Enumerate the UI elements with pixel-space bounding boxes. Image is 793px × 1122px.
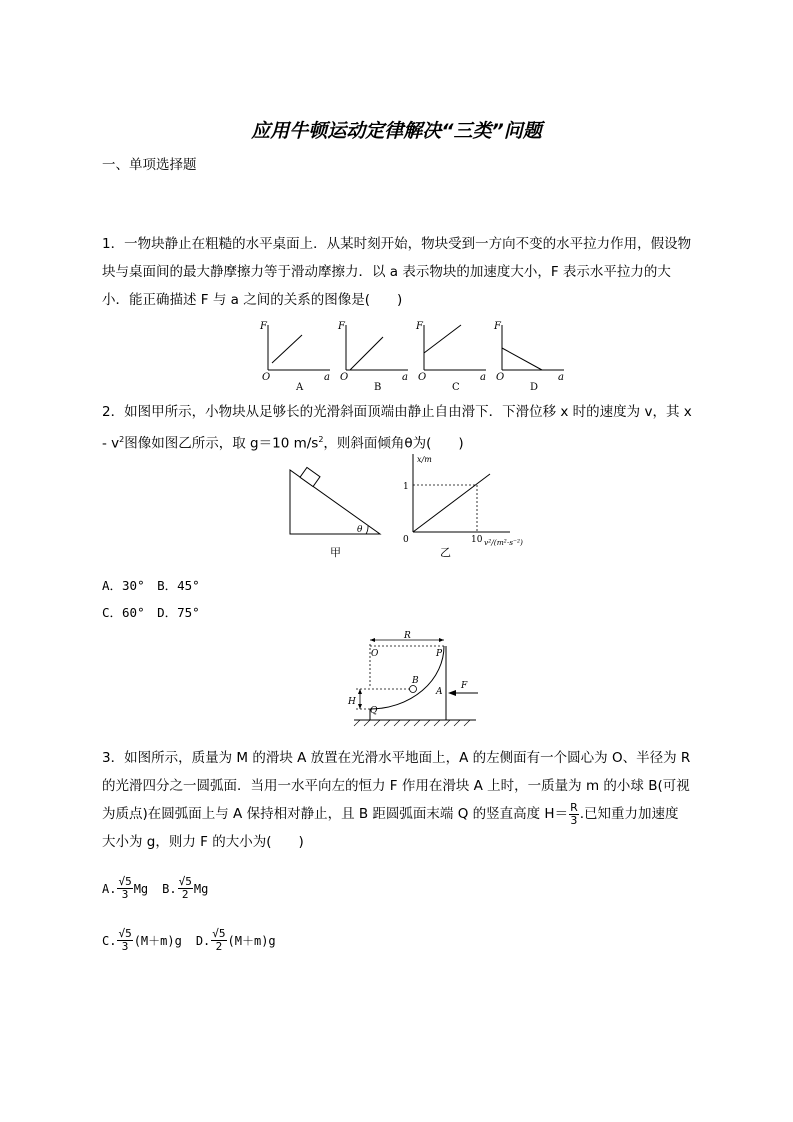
figure-label-jia: 甲 [330, 546, 341, 559]
svg-text:a: a [402, 372, 408, 383]
svg-text:a: a [558, 372, 564, 383]
page-title: 应用牛顿运动定律解决“三类”问题 [251, 120, 542, 142]
svg-text:F: F [416, 321, 423, 332]
figure-jia [290, 467, 380, 559]
label-p: P [436, 649, 443, 659]
label-r: R [404, 631, 411, 641]
origin: 0 [403, 535, 409, 545]
origin-label: O [262, 372, 271, 383]
figure-yi [403, 454, 523, 559]
label-b: B [412, 676, 419, 686]
svg-text:O: O [496, 372, 505, 383]
graph-b [337, 321, 408, 393]
question-3-text: 3．如图所示，质量为 M 的滑块 A 放置在光滑水平地面上，A 的左侧面有一个圆心为 O、半径为 R 的光滑四分之一圆弧面．当用一水平向左的恒力 F 作用在滑块 A 上时，一质量为 m 的小球 B(可视为质点)在圆弧面上与 A 保持相对静止，且 B 距圆弧面末端 Q 的竖直高度 H＝ $\frac{R}{3}$ .已知重力加速度大小为 g，则力 F 的大小为( ) [102, 750, 691, 850]
graph-c [415, 321, 486, 393]
graph-a [259, 321, 330, 393]
figure-label-yi: 乙 [440, 546, 451, 559]
question-1-text: 1．一物块静止在粗糙的水平桌面上．从某时刻开始，物块受到一方向不变的水平拉力作用，假设物块与桌面间的最大静摩擦力等于滑动摩擦力．以 a 表示物块的加速度大小，F 表示水平拉力的大小．能正确描述 F 与 a 之间的关系的图像是( ) [102, 236, 692, 308]
q3-options-row-1: A. $\frac{√5}{3}$ Mg B. $\frac{√5}{2}$ Mg [102, 875, 209, 901]
option-c-fraction: $\frac{√5}{3}$ [118, 927, 132, 953]
section-heading: 一、单项选择题 [102, 157, 197, 173]
svg-text:F: F [338, 321, 345, 332]
label-a: A [436, 687, 443, 697]
svg-text:O: O [418, 372, 427, 383]
q1-graphs [250, 315, 580, 395]
option-a-fraction: $\frac{√5}{3}$ [118, 875, 132, 901]
graph-d [493, 321, 564, 393]
axis-label: a [324, 372, 330, 383]
graph-label-d: D [530, 382, 539, 393]
q3-figure [340, 628, 490, 734]
label-o: O [371, 649, 379, 659]
y-tick: 1 [403, 482, 409, 492]
option-b-fraction: $\frac{√5}{2}$ [178, 875, 192, 901]
label-h: H [348, 697, 356, 707]
y-axis-label: x/m [417, 455, 432, 464]
label-q: Q [370, 706, 378, 716]
fraction-h: $\frac{R}{3}$ [570, 800, 578, 827]
question-2-text: 2．如图甲所示，小物块从足够长的光滑斜面顶端由静止自由滑下．下滑位移 x 时的速度为 v，其 x - $v^2$图像如图乙所示，取 g＝10 $m/s^2$，则斜面倾角θ为( ) [102, 404, 692, 452]
q2-figures [280, 452, 550, 560]
x-axis-label: v²/(m²·s⁻²) [484, 538, 523, 547]
graph-label-a: A [296, 382, 304, 393]
svg-text:O: O [340, 372, 349, 383]
theta-label: θ [357, 525, 363, 535]
x-tick: 10 [471, 535, 483, 545]
svg-text:F: F [494, 321, 501, 332]
graph-label-b: B [374, 382, 382, 393]
label-f: F [461, 681, 468, 691]
axis-label: F [260, 321, 267, 332]
q3-options-row-2: C. $\frac{√5}{3}$ (M＋m)g D. $\frac{√5}{2}$ (M＋m)g [102, 927, 276, 953]
q2-options-row-2: C．60° D．75° [102, 605, 200, 620]
option-d-fraction: $\frac{√5}{2}$ [212, 927, 226, 953]
q2-options-row-1: A．30° B．45° [102, 578, 200, 593]
graph-label-c: C [452, 382, 460, 393]
svg-text:a: a [480, 372, 486, 383]
